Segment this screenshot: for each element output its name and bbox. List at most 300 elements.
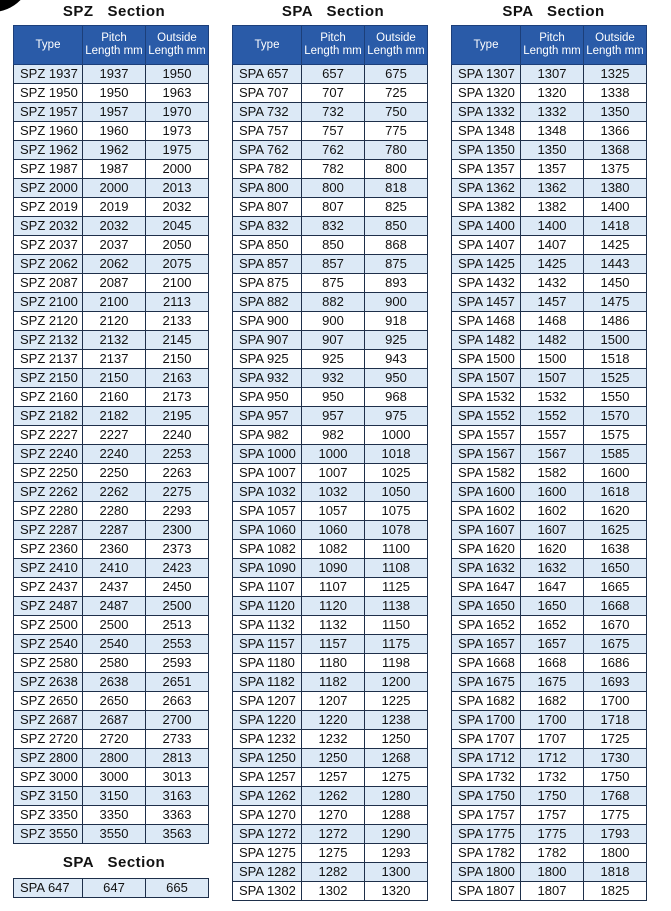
outside-length-cell: 868 [365,236,428,255]
type-cell: SPA 1602 [452,502,521,521]
pitch-length-cell: 1782 [521,844,584,863]
outside-length-cell: 1686 [584,654,647,673]
outside-length-cell: 665 [146,879,209,898]
table-row [14,559,209,578]
type-cell: SPA 907 [233,331,302,350]
table-row [452,274,647,293]
table-row [233,236,428,255]
table-row [452,293,647,312]
table-row [14,711,209,730]
outside-length-cell: 2000 [146,160,209,179]
outside-length-cell: 1025 [365,464,428,483]
table-row [233,844,428,863]
outside-length-cell: 1793 [584,825,647,844]
table-row [452,483,647,502]
pitch-header-line2: Length mm [85,45,143,57]
outside-length-cell: 875 [365,255,428,274]
table-row [14,274,209,293]
pitch-length-cell: 2120 [83,312,146,331]
pitch-length-cell: 3150 [83,787,146,806]
type-cell: SPA 875 [233,274,302,293]
outside-length-cell: 1350 [584,103,647,122]
type-column-header: Type [233,26,302,65]
pitch-length-cell: 925 [302,350,365,369]
table-row [14,654,209,673]
outside-length-cell: 1125 [365,578,428,597]
pitch-length-cell: 1507 [521,369,584,388]
pitch-length-cell: 1757 [521,806,584,825]
pitch-length-column-header [302,26,365,65]
table-row [14,502,209,521]
outside-length-cell: 1638 [584,540,647,559]
pitch-length-cell: 1657 [521,635,584,654]
pitch-length-cell: 1282 [302,863,365,882]
pitch-length-column-header [83,26,146,65]
outside-length-cell: 2275 [146,483,209,502]
pitch-length-cell: 2137 [83,350,146,369]
outside-length-cell: 2700 [146,711,209,730]
pitch-length-cell: 1962 [83,141,146,160]
type-cell: SPZ 2240 [14,445,83,464]
table-row [14,749,209,768]
pitch-length-cell: 900 [302,312,365,331]
pitch-length-cell: 1425 [521,255,584,274]
pitch-length-cell: 732 [302,103,365,122]
outside-length-cell: 1293 [365,844,428,863]
type-column-header: Type [452,26,521,65]
pitch-length-cell: 1120 [302,597,365,616]
type-cell: SPA 1647 [452,578,521,597]
table-row [233,863,428,882]
outside-length-cell: 1768 [584,787,647,806]
outside-length-cell: 1050 [365,483,428,502]
type-cell: SPA 1320 [452,84,521,103]
pitch-length-cell: 1567 [521,445,584,464]
outside-length-cell: 825 [365,198,428,217]
table-row [233,388,428,407]
type-cell: SPA 882 [233,293,302,312]
outside-length-cell: 975 [365,407,428,426]
pitch-length-cell: 1950 [83,84,146,103]
table-row [14,521,209,540]
spa-belt-table-middle [232,25,428,901]
table-row [452,635,647,654]
pitch-length-cell: 1607 [521,521,584,540]
table-row [14,160,209,179]
outside-length-cell: 968 [365,388,428,407]
type-cell: SPZ 2087 [14,274,83,293]
type-cell: SPA 657 [233,65,302,84]
table-row [233,673,428,692]
pitch-length-cell: 1320 [521,84,584,103]
outside-length-cell: 1725 [584,730,647,749]
table-row [233,198,428,217]
table-row [452,825,647,844]
outside-length-cell: 818 [365,179,428,198]
outside-length-cell: 1575 [584,426,647,445]
pitch-length-cell: 1750 [521,787,584,806]
type-cell: SPA 1620 [452,540,521,559]
type-cell: SPZ 2580 [14,654,83,673]
table-row [14,331,209,350]
outside-length-cell: 1975 [146,141,209,160]
outside-length-cell: 1625 [584,521,647,540]
pitch-length-cell: 1157 [302,635,365,654]
table-row [233,597,428,616]
outside-length-cell: 1400 [584,198,647,217]
type-cell: SPZ 1957 [14,103,83,122]
type-cell: SPA 1468 [452,312,521,331]
type-cell: SPA 950 [233,388,302,407]
pitch-length-cell: 2062 [83,255,146,274]
type-cell: SPA 1120 [233,597,302,616]
pitch-length-cell: 1362 [521,179,584,198]
pitch-length-cell: 2720 [83,730,146,749]
type-cell: SPA 1652 [452,616,521,635]
pitch-length-cell: 2687 [83,711,146,730]
outside-length-column-header [146,26,209,65]
pitch-length-cell: 2150 [83,369,146,388]
type-cell: SPA 1607 [452,521,521,540]
outside-length-cell: 2253 [146,445,209,464]
outside-length-cell: 1108 [365,559,428,578]
pitch-length-cell: 1650 [521,597,584,616]
table-row [14,879,209,898]
pitch-length-cell: 2360 [83,540,146,559]
pitch-length-cell: 1400 [521,217,584,236]
table-row [14,426,209,445]
pitch-length-cell: 2437 [83,578,146,597]
type-cell: SPA 957 [233,407,302,426]
pitch-length-cell: 882 [302,293,365,312]
pitch-length-cell: 1482 [521,331,584,350]
pitch-header-line1: Pitch [539,32,565,44]
table-row [233,312,428,331]
outside-length-cell: 1825 [584,882,647,901]
pitch-length-cell: 1007 [302,464,365,483]
outside-length-cell: 1670 [584,616,647,635]
table-row [14,103,209,122]
type-cell: SPZ 2650 [14,692,83,711]
table-row [233,768,428,787]
outside-length-cell: 1275 [365,768,428,787]
table-row [452,673,647,692]
type-cell: SPZ 2410 [14,559,83,578]
table-row [452,578,647,597]
table-row [14,464,209,483]
pitch-length-cell: 1807 [521,882,584,901]
pitch-length-cell: 2262 [83,483,146,502]
type-cell: SPZ 1960 [14,122,83,141]
type-cell: SPA 1582 [452,464,521,483]
type-cell: SPZ 1937 [14,65,83,84]
outside-length-cell: 725 [365,84,428,103]
pitch-length-cell: 1220 [302,711,365,730]
table-row [233,711,428,730]
outside-length-cell: 1570 [584,407,647,426]
pitch-length-cell: 1350 [521,141,584,160]
pitch-length-cell: 1107 [302,578,365,597]
pitch-header-line1: Pitch [320,32,346,44]
type-cell: SPA 1157 [233,635,302,654]
type-cell: SPZ 2720 [14,730,83,749]
table-row [14,673,209,692]
pitch-length-cell: 2032 [83,217,146,236]
outside-length-cell: 1443 [584,255,647,274]
table-row [233,749,428,768]
pitch-length-column-header [521,26,584,65]
pitch-length-cell: 1090 [302,559,365,578]
type-cell: SPA 1757 [452,806,521,825]
pitch-length-cell: 1557 [521,426,584,445]
outside-length-cell: 1450 [584,274,647,293]
outside-length-cell: 775 [365,122,428,141]
outside-length-cell: 2263 [146,464,209,483]
pitch-length-cell: 875 [302,274,365,293]
type-cell: SPZ 2638 [14,673,83,692]
pitch-length-cell: 1272 [302,825,365,844]
table-row [14,730,209,749]
table-row [452,388,647,407]
type-cell: SPA 1250 [233,749,302,768]
pitch-length-cell: 2500 [83,616,146,635]
pitch-length-cell: 857 [302,255,365,274]
table-row [14,388,209,407]
type-cell: SPZ 2150 [14,369,83,388]
table-row [233,730,428,749]
type-cell: SPA 1057 [233,502,302,521]
type-cell: SPZ 3550 [14,825,83,844]
outside-length-cell: 900 [365,293,428,312]
pitch-length-cell: 1675 [521,673,584,692]
type-cell: SPA 1457 [452,293,521,312]
type-cell: SPA 807 [233,198,302,217]
type-cell: SPA 1682 [452,692,521,711]
type-cell: SPZ 3000 [14,768,83,787]
outside-length-cell: 1290 [365,825,428,844]
pitch-length-cell: 1732 [521,768,584,787]
table-row [233,825,428,844]
outside-length-cell: 2173 [146,388,209,407]
type-cell: SPZ 3350 [14,806,83,825]
type-cell: SPA 1732 [452,768,521,787]
table-row [233,426,428,445]
outside-length-cell: 2150 [146,350,209,369]
type-cell: SPA 1107 [233,578,302,597]
pitch-length-cell: 1180 [302,654,365,673]
pitch-length-cell: 932 [302,369,365,388]
outside-length-cell: 918 [365,312,428,331]
table-row [452,236,647,255]
outside-length-cell: 1600 [584,464,647,483]
type-cell: SPA 1000 [233,445,302,464]
outside-length-cell: 943 [365,350,428,369]
type-cell: SPA 1432 [452,274,521,293]
pitch-length-cell: 707 [302,84,365,103]
type-cell: SPZ 2227 [14,426,83,445]
type-cell: SPA 1775 [452,825,521,844]
type-cell: SPA 1207 [233,692,302,711]
pitch-length-cell: 1348 [521,122,584,141]
pitch-length-cell: 2250 [83,464,146,483]
pitch-length-cell: 1682 [521,692,584,711]
type-cell: SPA 1675 [452,673,521,692]
outside-length-cell: 1700 [584,692,647,711]
table-row [233,122,428,141]
outside-length-cell: 1200 [365,673,428,692]
outside-length-cell: 1818 [584,863,647,882]
outside-length-cell: 1018 [365,445,428,464]
pitch-length-cell: 1207 [302,692,365,711]
table-header-row [233,26,428,65]
pitch-length-cell: 1457 [521,293,584,312]
type-cell: SPZ 2032 [14,217,83,236]
table-row [452,84,647,103]
type-cell: SPA 982 [233,426,302,445]
type-cell: SPA 1232 [233,730,302,749]
table-row [452,559,647,578]
outside-length-cell: 1518 [584,350,647,369]
type-cell: SPZ 2062 [14,255,83,274]
outside-length-cell: 1250 [365,730,428,749]
pitch-length-cell: 1652 [521,616,584,635]
pitch-length-cell: 2240 [83,445,146,464]
pitch-length-cell: 1132 [302,616,365,635]
outside-length-cell: 2513 [146,616,209,635]
pitch-length-cell: 2410 [83,559,146,578]
type-cell: SPA 1270 [233,806,302,825]
type-cell: SPZ 2250 [14,464,83,483]
pitch-length-cell: 2487 [83,597,146,616]
pitch-length-cell: 1060 [302,521,365,540]
outside-length-cell: 1730 [584,749,647,768]
type-cell: SPA 707 [233,84,302,103]
table-row [14,312,209,331]
type-cell: SPA 1650 [452,597,521,616]
table-row [233,692,428,711]
pitch-length-cell: 2287 [83,521,146,540]
outside-length-cell: 2663 [146,692,209,711]
outside-length-cell: 1525 [584,369,647,388]
spa-section-title-bottom: SPA Section [62,854,166,871]
table-row [14,635,209,654]
pitch-length-cell: 1307 [521,65,584,84]
type-cell: SPA 1307 [452,65,521,84]
pitch-length-cell: 3550 [83,825,146,844]
type-cell: SPA 1482 [452,331,521,350]
pitch-length-cell: 1182 [302,673,365,692]
pitch-length-cell: 1532 [521,388,584,407]
type-cell: SPA 1532 [452,388,521,407]
outside-length-cell: 1268 [365,749,428,768]
type-cell: SPA 1282 [233,863,302,882]
table-row [452,103,647,122]
pitch-length-cell: 1600 [521,483,584,502]
outside-length-cell: 1668 [584,597,647,616]
pitch-length-cell: 1262 [302,787,365,806]
outside-length-cell: 2733 [146,730,209,749]
table-row [452,445,647,464]
type-cell: SPA 857 [233,255,302,274]
table-row [233,65,428,84]
spa-section-title-right: SPA Section [502,3,605,20]
pitch-length-cell: 647 [83,879,146,898]
outside-length-cell: 1300 [365,863,428,882]
outside-length-cell: 1550 [584,388,647,407]
type-cell: SPA 1657 [452,635,521,654]
table-row [14,578,209,597]
outside-length-cell: 2373 [146,540,209,559]
table-row [452,806,647,825]
spz-belt-table [13,25,209,844]
outside-length-cell: 1963 [146,84,209,103]
type-cell: SPA 925 [233,350,302,369]
table-row [452,141,647,160]
pitch-length-cell: 1602 [521,502,584,521]
type-cell: SPA 757 [233,122,302,141]
outside-length-cell: 1325 [584,65,647,84]
type-cell: SPA 1332 [452,103,521,122]
pitch-length-cell: 3350 [83,806,146,825]
outside-length-cell: 1338 [584,84,647,103]
table-row [14,350,209,369]
outside-length-cell: 1366 [584,122,647,141]
outside-length-cell: 2075 [146,255,209,274]
outside-length-cell: 2423 [146,559,209,578]
table-row [14,806,209,825]
table-row [452,521,647,540]
type-cell: SPA 1182 [233,673,302,692]
type-cell: SPA 1782 [452,844,521,863]
type-cell: SPA 1257 [233,768,302,787]
table-row [14,293,209,312]
type-cell: SPA 1600 [452,483,521,502]
table-row [452,407,647,426]
pitch-length-cell: 850 [302,236,365,255]
type-cell: SPA 1348 [452,122,521,141]
pitch-length-cell: 2160 [83,388,146,407]
type-cell: SPA 1800 [452,863,521,882]
table-row [233,350,428,369]
outside-length-cell: 925 [365,331,428,350]
pitch-length-cell: 832 [302,217,365,236]
type-cell: SPA 1007 [233,464,302,483]
type-cell: SPA 1032 [233,483,302,502]
pitch-length-cell: 1700 [521,711,584,730]
type-cell: SPZ 2287 [14,521,83,540]
table-row [452,426,647,445]
type-cell: SPZ 2160 [14,388,83,407]
pitch-length-cell: 782 [302,160,365,179]
pitch-length-cell: 1707 [521,730,584,749]
table-row [452,179,647,198]
outside-length-cell: 2593 [146,654,209,673]
pitch-length-cell: 1987 [83,160,146,179]
table-row [452,217,647,236]
outside-length-cell: 1950 [146,65,209,84]
outside-length-cell: 2045 [146,217,209,236]
outside-length-cell: 1380 [584,179,647,198]
type-cell: SPZ 2437 [14,578,83,597]
type-cell: SPA 1090 [233,559,302,578]
outside-length-cell: 2553 [146,635,209,654]
outside-length-cell: 2100 [146,274,209,293]
type-cell: SPA 1302 [233,882,302,901]
pitch-length-cell: 2540 [83,635,146,654]
outside-length-cell: 2450 [146,578,209,597]
table-row [14,445,209,464]
type-cell: SPZ 1962 [14,141,83,160]
